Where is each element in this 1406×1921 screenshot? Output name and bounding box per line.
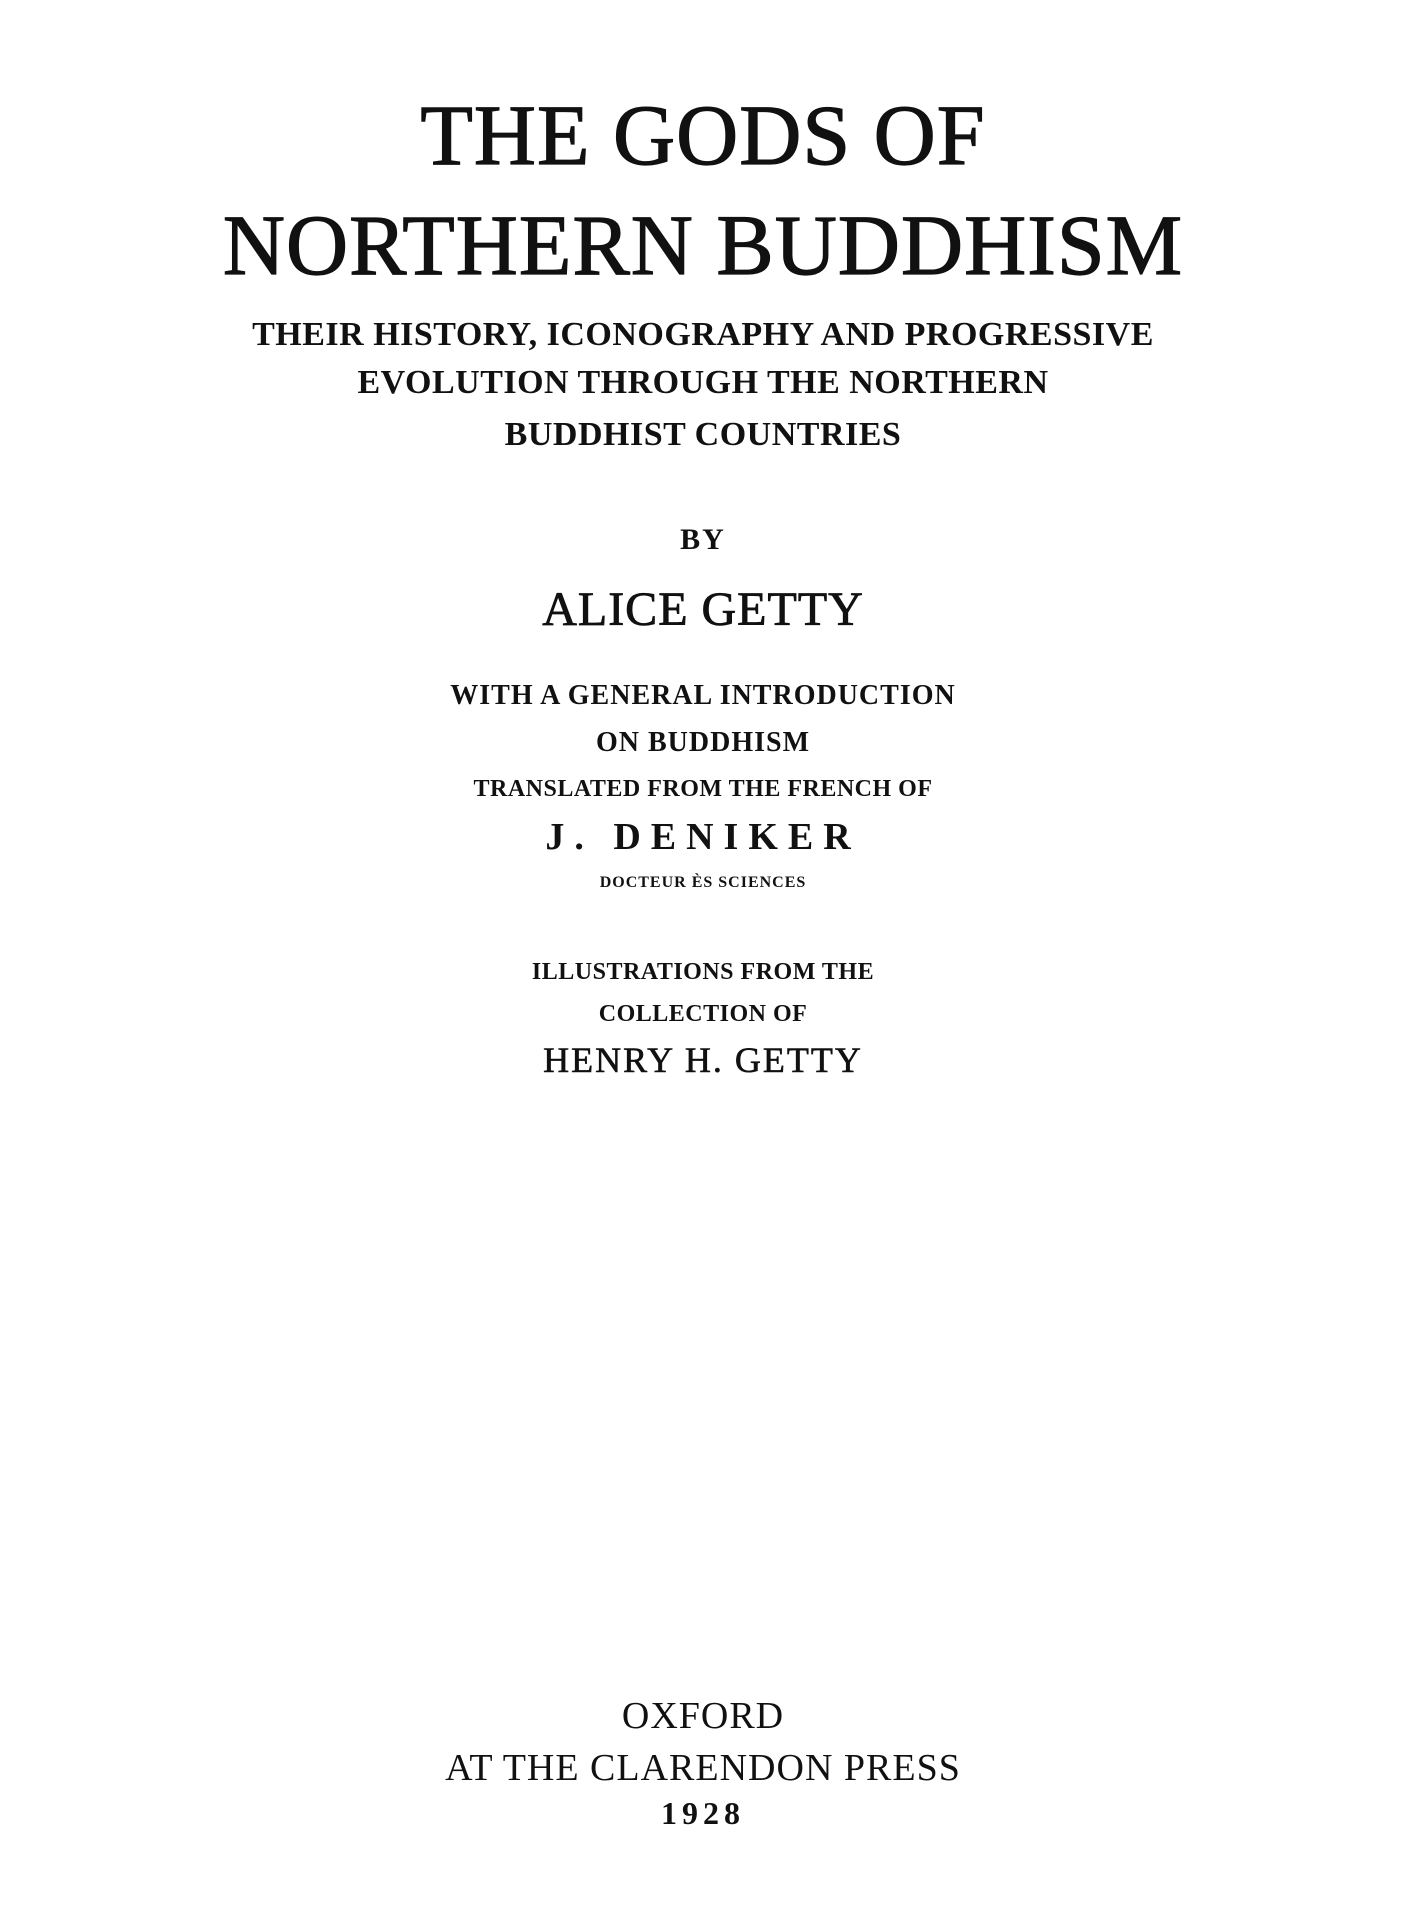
introduction-line-1: WITH A GENERAL INTRODUCTION: [450, 680, 956, 711]
translator-name: J. DENIKER: [545, 816, 861, 858]
imprint-publisher: AT THE CLARENDON PRESS: [445, 1747, 961, 1789]
imprint-year: 1928: [661, 1795, 745, 1831]
subtitle-line-1: THEIR HISTORY, ICONOGRAPHY AND PROGRESSIVE: [252, 316, 1154, 353]
book-title-line-2: NORTHERN BUDDHISM: [222, 197, 1184, 293]
subtitle-line-2: EVOLUTION THROUGH THE NORTHERN: [357, 364, 1049, 401]
subtitle-line-3: BUDDHIST COUNTRIES: [504, 416, 902, 453]
collector-name: HENRY H. GETTY: [543, 1040, 863, 1080]
introduction-line-2: ON BUDDHISM: [595, 727, 810, 758]
author-name: ALICE GETTY: [542, 583, 864, 636]
introduction-line-3: TRANSLATED FROM THE FRENCH OF: [473, 776, 933, 802]
illustrations-line-2: COLLECTION OF: [598, 1001, 808, 1027]
illustrations-line-1: ILLUSTRATIONS FROM THE: [531, 959, 875, 985]
translator-degree: DOCTEUR ÈS SCIENCES: [599, 874, 807, 891]
book-title-line-1: THE GODS OF: [420, 87, 986, 183]
imprint-city: OXFORD: [621, 1695, 785, 1737]
by-label: BY: [680, 523, 726, 556]
